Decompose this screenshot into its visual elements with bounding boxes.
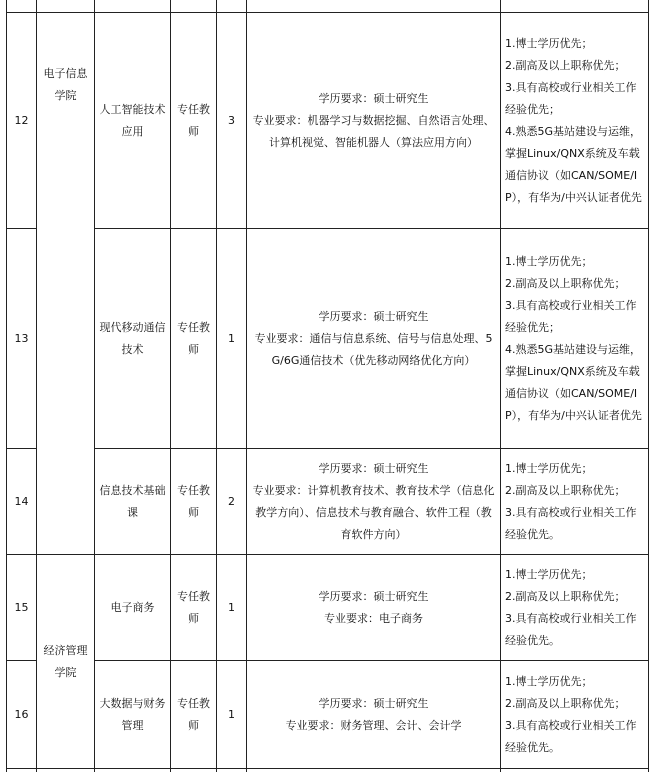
preference-cell [501,661,649,769]
position-type: 专任教师 [171,13,217,229]
education-requirement: 学历要求：硕士研究生 [318,589,429,603]
department-cell [37,555,95,769]
position-type: 专任教师 [171,449,217,555]
preference-item: 4.熟悉5G基站建设与运维，掌握Linux/QNX系统及车载通信协议（如CAN/SOME/IP），有华为/中兴认证者优先 [505,124,642,204]
requirements-cell [247,661,501,769]
row-number: 13 [7,229,37,449]
preference-cell [501,449,649,555]
hire-count: 1 [217,229,247,449]
preference-item: 1.博士学历优先； [505,36,593,50]
preference-item: 1.博士学历优先； [505,567,593,581]
preference-cell [501,229,649,449]
position-name: 信息技术基础课 [95,449,171,555]
preference-item: 3.具有高校或行业相关工作经验优先。 [505,611,637,647]
major-requirement: 专业要求：机器学习与数据挖掘、自然语言处理、计算机视觉、智能机器人（算法应用方向） [252,113,495,149]
position-name: 大数据与财务管理 [95,661,171,769]
preference-item: 3.具有高校或行业相关工作经验优先； [505,80,637,116]
major-requirement: 专业要求：通信与信息系统、信号与信息处理、5G/6G通信技术（优先移动网络优化方向） [254,331,493,367]
preference-item: 3.具有高校或行业相关工作经验优先。 [505,718,637,754]
preference-item: 1.博士学历优先； [505,461,593,475]
preference-item: 3.具有高校或行业相关工作经验优先。 [505,505,637,541]
education-requirement: 学历要求：硕士研究生 [318,461,429,475]
requirements-cell [247,449,501,555]
department-name: 电子信息学院 [43,67,88,102]
preference-cell [501,13,649,229]
row-number: 14 [7,449,37,555]
preference-item: 2.副高及以上职称优先； [505,589,626,603]
table-row [7,661,649,769]
position-type: 专任教师 [171,229,217,449]
education-requirement: 学历要求：硕士研究生 [318,696,429,710]
table-row [7,555,649,661]
hire-count: 1 [217,555,247,661]
hire-count: 2 [217,449,247,555]
requirements-cell [247,229,501,449]
requirements-cell [247,13,501,229]
table-row [7,13,649,229]
position-name: 现代移动通信技术 [95,229,171,449]
preference-item: 2.副高及以上职称优先； [505,58,626,72]
preference-item: 3.具有高校或行业相关工作经验优先； [505,298,637,334]
table-row-cut [7,0,649,13]
preference-item: 4.熟悉5G基站建设与运维，掌握Linux/QNX系统及车载通信协议（如CAN/SOME/IP），有华为/中兴认证者优先 [505,342,642,422]
major-requirement: 专业要求：计算机教育技术、教育技术学（信息化教学方向）、信息技术与教育融合、软件工程（教育软件方向） [252,483,495,541]
hire-count: 3 [217,13,247,229]
position-type: 专任教师 [171,555,217,661]
row-number: 16 [7,661,37,769]
preference-item: 1.博士学历优先； [505,254,593,268]
education-requirement: 学历要求：硕士研究生 [318,309,429,323]
table-row [7,229,649,449]
position-type: 专任教师 [171,661,217,769]
recruitment-table [6,0,649,772]
table-row [7,449,649,555]
row-number: 15 [7,555,37,661]
preference-item: 2.副高及以上职称优先； [505,696,626,710]
table-row-cut [7,769,649,772]
department-cell [37,13,95,555]
department-name: 经济管理学院 [43,643,88,679]
education-requirement: 学历要求：硕士研究生 [318,91,429,105]
position-name: 电子商务 [95,555,171,661]
position-name: 人工智能技术应用 [95,13,171,229]
hire-count: 1 [217,661,247,769]
preference-cell [501,555,649,661]
major-requirement: 专业要求：电子商务 [324,611,423,625]
row-number: 12 [7,13,37,229]
major-requirement: 专业要求：财务管理、会计、会计学 [285,718,462,732]
preference-item: 2.副高及以上职称优先； [505,276,626,290]
requirements-cell [247,555,501,661]
preference-item: 2.副高及以上职称优先； [505,483,626,497]
preference-item: 1.博士学历优先； [505,674,593,688]
